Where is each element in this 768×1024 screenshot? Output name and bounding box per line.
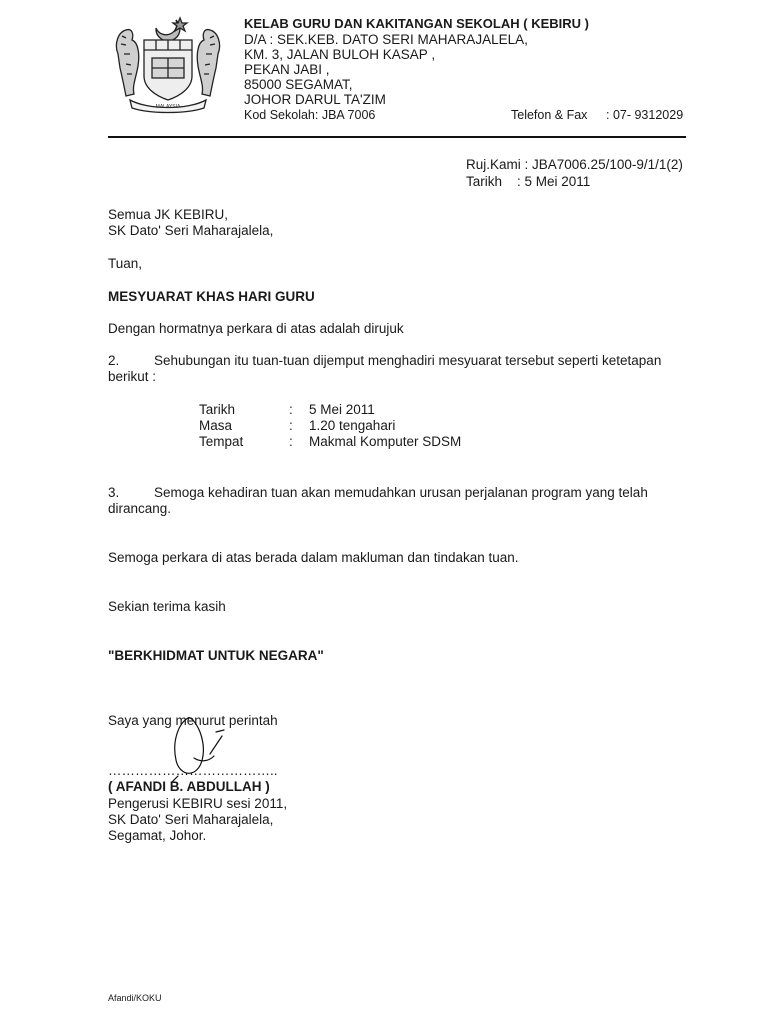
detail-colon: : xyxy=(289,402,293,417)
signoff-phrase: Saya yang menurut perintah xyxy=(108,713,278,728)
closing-note: Semoga perkara di atas berada dalam makluman dan tindakan tuan. xyxy=(108,550,519,565)
detail-colon: : xyxy=(289,418,293,433)
address-line-3: PEKAN JABI , xyxy=(244,62,330,77)
signatory-name: ( AFANDI B. ABDULLAH ) xyxy=(108,779,270,794)
paragraph-2-line-2: berikut : xyxy=(108,369,157,384)
school-code: Kod Sekolah: JBA 7006 xyxy=(244,108,376,122)
address-line-5: JOHOR DARUL TA'ZIM xyxy=(244,92,386,107)
detail-value-venue: Makmal Komputer SDSM xyxy=(309,434,462,449)
salutation: Tuan, xyxy=(108,256,143,271)
address-line-1: D/A : SEK.KEB. DATO SERI MAHARAJALELA, xyxy=(244,32,528,47)
address-line-4: 85000 SEGAMAT, xyxy=(244,77,353,92)
detail-colon: : xyxy=(289,434,293,449)
paragraph-3-line-2: dirancang. xyxy=(108,501,172,516)
detail-label-venue: Tempat xyxy=(199,434,244,449)
phone-label: Telefon & Fax xyxy=(511,108,588,122)
thanks-line: Sekian terima kasih xyxy=(108,599,226,614)
signatory-location: Segamat, Johor. xyxy=(108,828,207,843)
coat-of-arms-emblem xyxy=(112,14,224,114)
letter-date-label: Tarikh xyxy=(466,174,503,189)
subject-heading: MESYUARAT KHAS HARI GURU xyxy=(108,289,315,304)
header-divider xyxy=(108,136,686,138)
reference-number: Ruj.Kami : JBA7006.25/100-9/1/1(2) xyxy=(466,157,683,172)
signatory-school: SK Dato' Seri Maharajalela, xyxy=(108,812,274,827)
footer-reference: Afandi/KOKU xyxy=(108,993,162,1003)
detail-value-time: 1.20 tengahari xyxy=(309,418,396,433)
phone-value: : 07- 9312029 xyxy=(606,108,684,122)
detail-value-date: 5 Mei 2011 xyxy=(309,402,375,417)
recipient-line-1: Semua JK KEBIRU, xyxy=(108,207,229,222)
intro-paragraph: Dengan hormatnya perkara di atas adalah dirujuk xyxy=(108,321,404,336)
recipient-line-2: SK Dato' Seri Maharajalela, xyxy=(108,223,274,238)
paragraph-3-number: 3. xyxy=(108,485,120,500)
organization-name: KELAB GURU DAN KAKITANGAN SEKOLAH ( KEBIRU ) xyxy=(244,16,589,31)
signature-line: ……………………………….. xyxy=(108,763,278,778)
signatory-title: Pengerusi KEBIRU sesi 2011, xyxy=(108,796,288,811)
detail-label-time: Masa xyxy=(199,418,233,433)
paragraph-2-line-1: Sehubungan itu tuan-tuan dijemput menghadiri mesyuarat tersebut seperti ketetapan xyxy=(154,353,662,368)
address-line-2: KM. 3, JALAN BULOH KASAP , xyxy=(244,47,436,62)
motto: "BERKHIDMAT UNTUK NEGARA" xyxy=(108,648,324,663)
paragraph-2-number: 2. xyxy=(108,353,120,368)
detail-label-date: Tarikh xyxy=(199,402,236,417)
paragraph-3-line-1: Semoga kehadiran tuan akan memudahkan urusan perjalanan program yang telah xyxy=(154,485,648,500)
crest-motto: MALAYSIA xyxy=(155,104,181,110)
letter-date-value: : 5 Mei 2011 xyxy=(517,174,591,189)
